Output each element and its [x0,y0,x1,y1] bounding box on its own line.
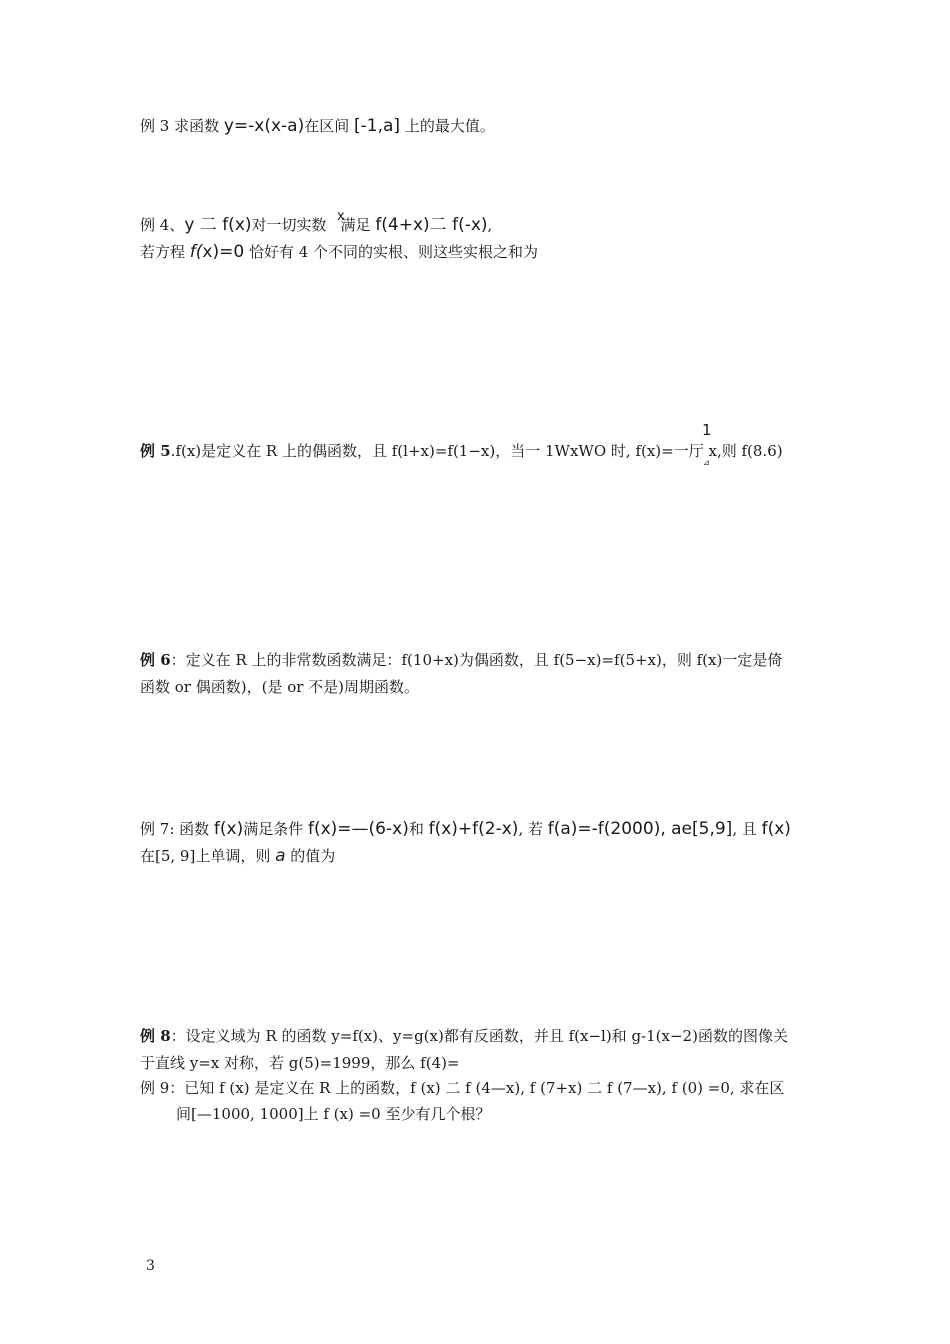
ex5-text: .f(x)是定义在 R 上的偶函数，且 f(l+x)=f(1−x)，当一 1WxWO 时, f(x)=一厅 x,则 f(8.6) [170,442,783,460]
ex4-sep: 、 [169,216,185,234]
example-6-line-1 [140,650,782,670]
example-7-line-1 [140,819,791,839]
ex4-line2-c: 恰好有 4 个不同的实根、则这些实根之和为 [244,243,539,261]
ex3-formula: y=-x(x-a) [223,116,305,136]
ex6-label: 例 6 [140,651,171,669]
ex4-line2-b: x)=0 [202,242,245,262]
ex3-tail: 上的最大值。 [400,117,495,135]
example-8-line-2 [140,1053,460,1073]
ex4-fx: f( [189,242,203,262]
ex6-line-1: ：定义在 R 上的非常数函数满足：f(10+x)为偶函数，且 f(5−x)=f(5+x)，则 f(x)一定是倚 [170,651,783,669]
ex4-text-2: 满足 [340,216,376,234]
ex4-text-3: , [487,216,493,234]
ex7-b: 满足条件 [243,820,308,838]
example-3 [140,116,495,136]
ex7-f2: f(x)=—(6-x) [308,819,409,839]
ex5-label: 例 5 [140,442,171,460]
ex4-condition: f(4+x)二 f(-x) [375,215,488,235]
ex7-line2-a: 在[5, 9]上单调，则 [140,847,276,865]
ex6-line-2: 函数 or 偶函数)，(是 or 不是)周期函数。 [140,678,420,696]
ex7-a: : 函数 [169,820,214,838]
ex7-c: 和 [408,820,429,838]
ex7-d: , 若 [518,820,548,838]
ex4-label: 例 4 [140,216,170,234]
example-4-line-2 [140,242,538,262]
ex7-f1: f(x) [213,819,244,839]
ex7-line2-b: 的值为 [285,847,336,865]
ex8-line-1: ：设定义域为 R 的函数 y=f(x)、y=g(x)都有反函数，并且 f(x−l)和 g-1(x−2)函数的图像关 [170,1027,788,1045]
example-6-line-2 [140,677,419,697]
example-9-line-2 [176,1104,491,1124]
ex4-function: y 二 f(x) [184,215,252,235]
ex7-e: , 且 [732,820,762,838]
example-7-line-2 [140,846,335,866]
page-number: 3 [146,1258,155,1274]
example-4-line-1 [140,215,492,235]
ex4-line2-a: 若方程 [140,243,190,261]
ex7-var-a: a [275,846,286,866]
example-8-line-1 [140,1026,788,1046]
ex3-interval: [-1,a] [354,116,401,136]
ex4-text-1: 对一切实数 [251,216,327,234]
ex8-label: 例 8 [140,1027,171,1045]
ex5-fraction-numerator: 1 [702,421,712,439]
ex7-f5: f(x) [761,819,791,839]
ex9-line-1: 例 9：已知 f (x) 是定义在 R 上的函数，f (x) 二 f (4—x), f (7+x) 二 f (7—x), f (0) =0, 求在区 [140,1079,785,1097]
ex8-line-2: 于直线 y=x 对称，若 g(5)=1999，那么 f(4)= [140,1054,460,1072]
ex7-label: 例 7 [140,820,170,838]
ex4-superscript-x: x [337,209,345,224]
ex9-line-2: 间[—1000, 1000]上 f (x) =0 至少有几个根？ [176,1105,491,1123]
ex7-f4: f(a)=-f(2000), ae[5,9] [547,819,733,839]
ex5-fraction-mark: ⊿ [703,458,710,467]
ex3-lead: 例 3 求函数 [140,117,224,135]
example-5 [140,441,783,461]
ex3-mid: 在区间 [304,117,355,135]
example-9-line-1 [140,1078,784,1098]
ex7-f3: f(x)+f(2-x) [428,819,519,839]
